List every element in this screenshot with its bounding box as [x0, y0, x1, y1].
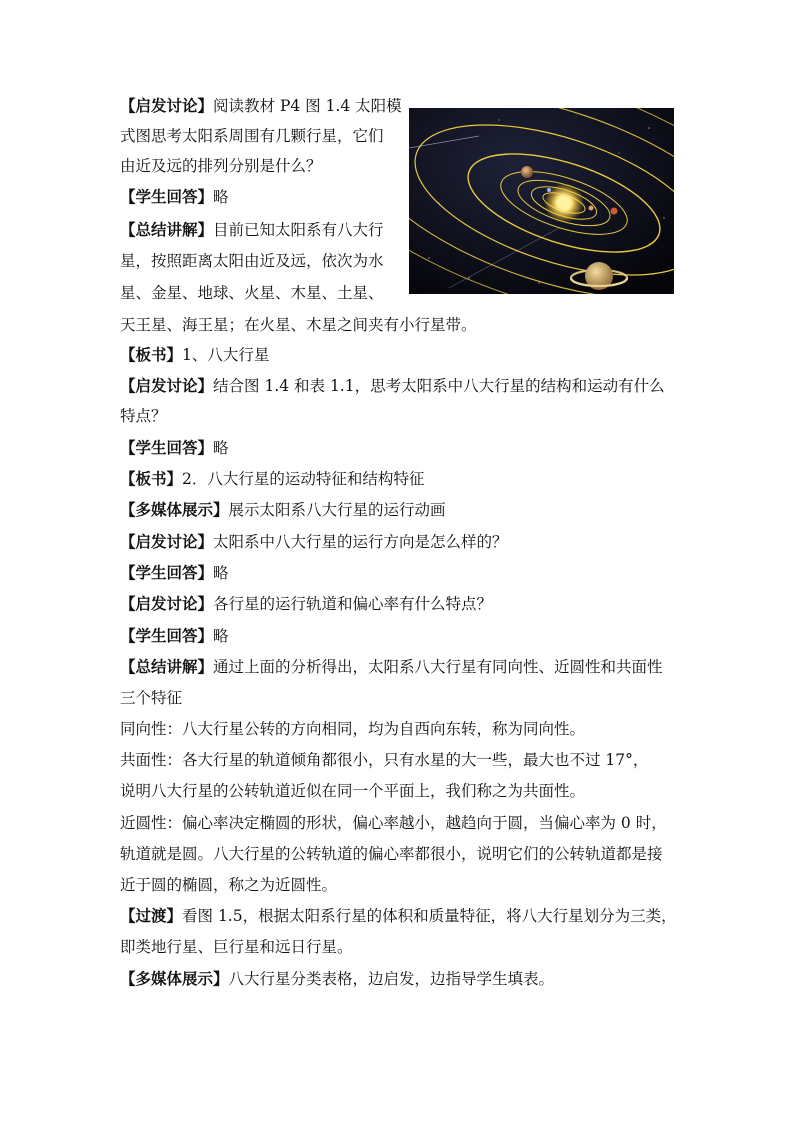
text-line [120, 780, 585, 802]
line-text: 太阳系中八大行星的运行方向是怎么样的？ [213, 533, 508, 551]
text-line [120, 468, 424, 490]
line-text: 八大行星分类表格，边启发，边指导学生填表。 [228, 970, 555, 988]
line-text: 天王星、海王星；在火星、木星之间夹有小行星带。 [120, 316, 477, 334]
line-text: 由近及远的排列分别是什么？ [120, 157, 322, 175]
line-text: 1、八大行星 [182, 346, 270, 364]
line-text: 星，按照距离太阳由近及远，依次为水 [120, 252, 384, 270]
line-text: 轨道就是圆。八大行星的公转轨道的偏心率都很小，说明它们的公转轨道都是接 [120, 845, 663, 863]
text-line [120, 812, 667, 834]
text-line [120, 219, 384, 241]
text-line [120, 936, 353, 958]
section-tag: 【启发讨论】 [120, 97, 214, 115]
text-line [120, 843, 663, 865]
line-text: 说明八大行星的公转轨道近似在同一个平面上，我们称之为共面性。 [120, 782, 586, 800]
line-text: 同向性：八大行星公转的方向相同，均为自西向东转，称为同向性。 [120, 720, 586, 738]
text-line [120, 749, 648, 771]
text-line [120, 562, 229, 584]
section-tag: 【总结讲解】 [120, 658, 214, 676]
line-text: 特点？ [120, 407, 167, 425]
text-line [120, 375, 665, 397]
section-tag: 【学生回答】 [120, 188, 214, 206]
line-text: 星、金星、地球、火星、木星、土星、 [120, 284, 384, 302]
line-text: 三个特征 [120, 689, 183, 707]
section-tag: 【启发讨论】 [120, 595, 214, 613]
text-line [120, 625, 229, 647]
line-text: 近于圆的椭圆，称之为近圆性。 [120, 876, 338, 894]
section-tag: 【多媒体展示】 [120, 501, 229, 519]
line-text: 式图思考太阳系周围有几颗行星，它们 [120, 127, 384, 145]
text-line [120, 155, 322, 177]
line-text: 略 [213, 627, 229, 645]
solar-system-figure [409, 108, 674, 294]
line-text: 2．八大行星的运动特征和结构特征 [182, 470, 425, 488]
line-text: 略 [213, 439, 229, 457]
text-line [120, 314, 477, 336]
text-line [120, 282, 384, 304]
text-line [120, 437, 229, 459]
text-line [120, 718, 585, 740]
section-tag: 【多媒体展示】 [120, 970, 229, 988]
line-text: 通过上面的分析得出，太阳系八大行星有同向性、近圆性和共面性 [213, 658, 663, 676]
line-text: 目前已知太阳系有八大行 [213, 221, 384, 239]
text-line [120, 874, 337, 896]
line-text: 共面性：各大行星的轨道倾角都很小，只有水星的大一些，最大也不过 17°， [120, 751, 649, 769]
section-tag: 【学生回答】 [120, 439, 214, 457]
line-text: 展示太阳系八大行星的运行动画 [228, 501, 446, 519]
text-line [120, 344, 269, 366]
line-text: 阅读教材 P4 图 1.4 太阳模 [213, 97, 402, 115]
line-text: 略 [213, 188, 229, 206]
text-line [120, 125, 384, 147]
section-tag: 【学生回答】 [120, 627, 214, 645]
text-line [120, 531, 508, 553]
section-tag: 【启发讨论】 [120, 377, 214, 395]
text-line [120, 593, 492, 615]
text-line [120, 656, 663, 678]
line-text: 各行星的运行轨道和偏心率有什么特点？ [213, 595, 493, 613]
text-line [120, 405, 167, 427]
line-text: 看图 1.5，根据太阳系行星的体积和质量特征，将八大行星划分为三类， [182, 907, 677, 925]
text-line [120, 968, 554, 990]
line-text: 即类地行星、巨行星和远日行星。 [120, 938, 353, 956]
section-tag: 【启发讨论】 [120, 533, 214, 551]
section-tag: 【总结讲解】 [120, 221, 214, 239]
text-line [120, 687, 182, 709]
section-tag: 【过渡】 [120, 907, 183, 925]
line-text: 近圆性：偏心率决定椭圆的形状，偏心率越小，越趋向于圆，当偏心率为 0 时， [120, 814, 667, 832]
text-line [120, 499, 446, 521]
section-tag: 【板书】 [120, 346, 183, 364]
text-line [120, 905, 677, 927]
line-text: 略 [213, 564, 229, 582]
solar-system-image [409, 108, 674, 294]
section-tag: 【学生回答】 [120, 564, 214, 582]
text-line [120, 186, 229, 208]
line-text: 结合图 1.4 和表 1.1，思考太阳系中八大行星的结构和运动有什么 [213, 377, 665, 395]
section-tag: 【板书】 [120, 470, 183, 488]
text-line [120, 250, 384, 272]
text-line [120, 95, 402, 117]
